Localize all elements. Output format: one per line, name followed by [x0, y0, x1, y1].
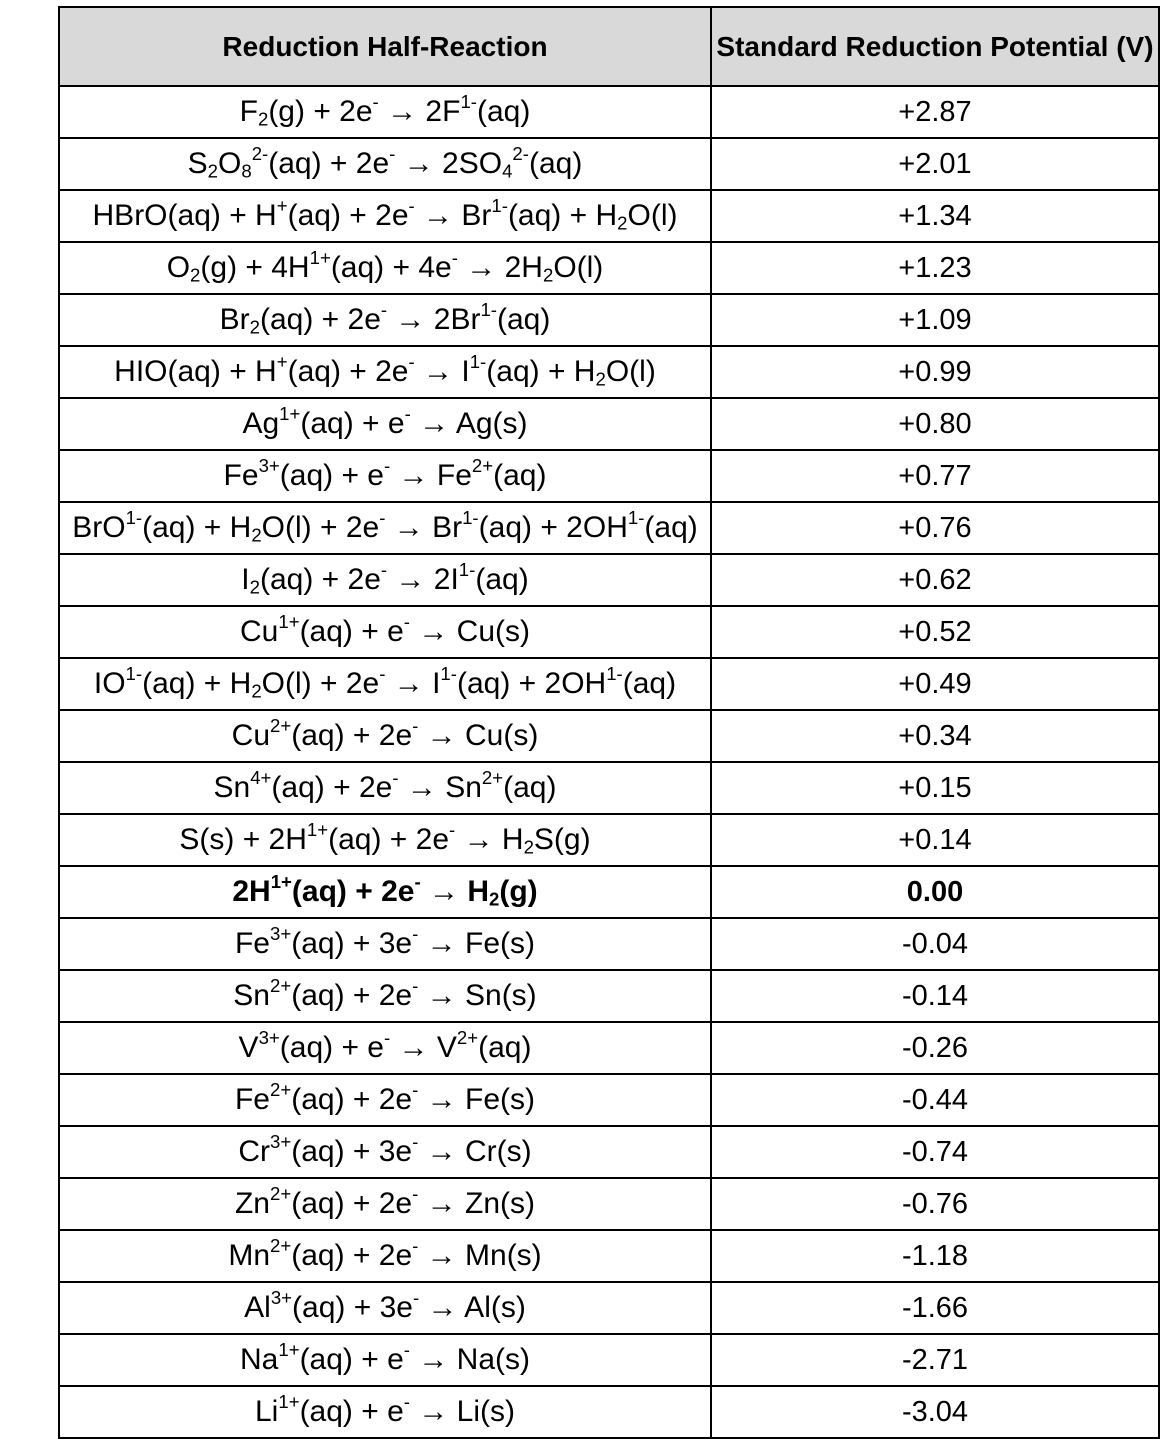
table-row — [59, 970, 1159, 1022]
table-row — [59, 1386, 1159, 1438]
header-reaction: Reduction Half-Reaction — [59, 7, 711, 86]
half-reaction-cell: $BrO^{1-}(aq) + H_2O(l) + 2e^- \to Br^{1-}(aq) + 2OH^{1-}(aq)$ — [59, 502, 711, 554]
table-row — [59, 762, 1159, 814]
potential-cell: +0.77 — [711, 450, 1159, 502]
potential-cell: -2.71 — [711, 1334, 1159, 1386]
half-reaction-cell: $Fe^{2+}(aq) + 2e^- \to Fe(s)$ — [59, 1074, 711, 1126]
header-potential: Standard Reduction Potential (V) — [711, 7, 1159, 86]
table-header-row — [59, 7, 1159, 86]
half-reaction-cell: $HIO(aq) + H^+(aq) + 2e^- \to I^{1-}(aq) + H_2O(l)$ — [59, 346, 711, 398]
half-reaction-cell: $Cu^{2+}(aq) + 2e^- \to Cu(s)$ — [59, 710, 711, 762]
potential-cell: -0.26 — [711, 1022, 1159, 1074]
potential-cell: 0.00 — [711, 866, 1159, 918]
table-row — [59, 242, 1159, 294]
potential-cell: -1.18 — [711, 1230, 1159, 1282]
half-reaction-cell: $Al^{3+}(aq) + 3e^- \to Al(s)$ — [59, 1282, 711, 1334]
table-row — [59, 710, 1159, 762]
potential-cell: -0.76 — [711, 1178, 1159, 1230]
table-row — [59, 1334, 1159, 1386]
potential-cell: +2.87 — [711, 86, 1159, 138]
table-row — [59, 1230, 1159, 1282]
half-reaction-cell: $Na^{1+}(aq) + e^- \to Na(s)$ — [59, 1334, 711, 1386]
half-reaction-cell: $Cu^{1+}(aq) + e^- \to Cu(s)$ — [59, 606, 711, 658]
half-reaction-cell: $F_2(g) + 2e^- \to 2F^{1-}(aq)$ — [59, 86, 711, 138]
potential-cell: +2.01 — [711, 138, 1159, 190]
potential-cell: +0.15 — [711, 762, 1159, 814]
potential-cell: +0.99 — [711, 346, 1159, 398]
half-reaction-cell: $Br_2(aq) + 2e^- \to 2Br^{1-}(aq)$ — [59, 294, 711, 346]
half-reaction-cell: $Sn^{4+}(aq) + 2e^- \to Sn^{2+}(aq)$ — [59, 762, 711, 814]
table-row — [59, 294, 1159, 346]
half-reaction-cell: $Sn^{2+}(aq) + 2e^- \to Sn(s)$ — [59, 970, 711, 1022]
table-row — [59, 86, 1159, 138]
potential-cell: +0.76 — [711, 502, 1159, 554]
table-row — [59, 866, 1159, 918]
half-reaction-cell: $Cr^{3+}(aq) + 3e^- \to Cr(s)$ — [59, 1126, 711, 1178]
table-row — [59, 450, 1159, 502]
potential-cell: +0.80 — [711, 398, 1159, 450]
half-reaction-cell: $Ag^{1+}(aq) + e^- \to Ag(s)$ — [59, 398, 711, 450]
half-reaction-cell: HBrO(aq) + $H^+(aq) + 2e^- \to Br^{1-}(aq) + H_2O(l)$ — [59, 190, 711, 242]
potential-cell: -0.74 — [711, 1126, 1159, 1178]
half-reaction-cell: $I_2(aq) + 2e^- \to 2I^{1-}(aq)$ — [59, 554, 711, 606]
potential-cell: +0.14 — [711, 814, 1159, 866]
half-reaction-cell: $Mn^{2+}(aq) + 2e^- \to Mn(s)$ — [59, 1230, 711, 1282]
potential-cell: -0.44 — [711, 1074, 1159, 1126]
potential-cell: +0.49 — [711, 658, 1159, 710]
potential-cell: -0.14 — [711, 970, 1159, 1022]
half-reaction-cell: $Li^{1+}(aq) + e^- \to Li(s)$ — [59, 1386, 711, 1438]
potential-cell: +1.23 — [711, 242, 1159, 294]
potential-cell: -0.04 — [711, 918, 1159, 970]
table-row — [59, 1282, 1159, 1334]
table-row — [59, 502, 1159, 554]
potential-cell: -3.04 — [711, 1386, 1159, 1438]
table-row — [59, 1074, 1159, 1126]
reduction-potential-table — [58, 6, 1160, 1439]
table-row — [59, 1178, 1159, 1230]
half-reaction-cell: $IO^{1-}(aq) + H_2O(l) + 2e^- \to I^{1-}(aq) + 2OH^{1-}(aq)$ — [59, 658, 711, 710]
half-reaction-cell: $O_2(g) + 4H^{1+}(aq) + 4e^- \to 2H_2O(l)$ — [59, 242, 711, 294]
potential-cell: +0.62 — [711, 554, 1159, 606]
potential-cell: +0.34 — [711, 710, 1159, 762]
table-row — [59, 1022, 1159, 1074]
half-reaction-cell: $Zn^{2+}(aq) + 2e^- \to Zn(s)$ — [59, 1178, 711, 1230]
potential-cell: +1.09 — [711, 294, 1159, 346]
potential-cell: -1.66 — [711, 1282, 1159, 1334]
table-row — [59, 918, 1159, 970]
table-row — [59, 398, 1159, 450]
table-row — [59, 554, 1159, 606]
table-row — [59, 346, 1159, 398]
half-reaction-cell: $V^{3+}(aq) + e^- \to V^{2+}(aq)$ — [59, 1022, 711, 1074]
half-reaction-cell: $2H^{1+}(aq) + 2e^- \to H_2(g)$ — [59, 866, 711, 918]
table-body — [59, 86, 1159, 1438]
table-row — [59, 814, 1159, 866]
half-reaction-cell: $Fe^{3+}(aq) + e^- \to Fe^{2+}(aq)$ — [59, 450, 711, 502]
table-row — [59, 1126, 1159, 1178]
half-reaction-cell: $S(s) + 2H^{1+}(aq) + 2e^- \to H_2S(g)$ — [59, 814, 711, 866]
potential-cell: +0.52 — [711, 606, 1159, 658]
table-row — [59, 658, 1159, 710]
table-row — [59, 606, 1159, 658]
half-reaction-cell: $S_2O_8^{2-}(aq) + 2e^- \to 2SO_4^{2-}(aq)$ — [59, 138, 711, 190]
table-row — [59, 138, 1159, 190]
potential-cell: +1.34 — [711, 190, 1159, 242]
table-row — [59, 190, 1159, 242]
half-reaction-cell: $Fe^{3+}(aq) + 3e^- \to Fe(s)$ — [59, 918, 711, 970]
